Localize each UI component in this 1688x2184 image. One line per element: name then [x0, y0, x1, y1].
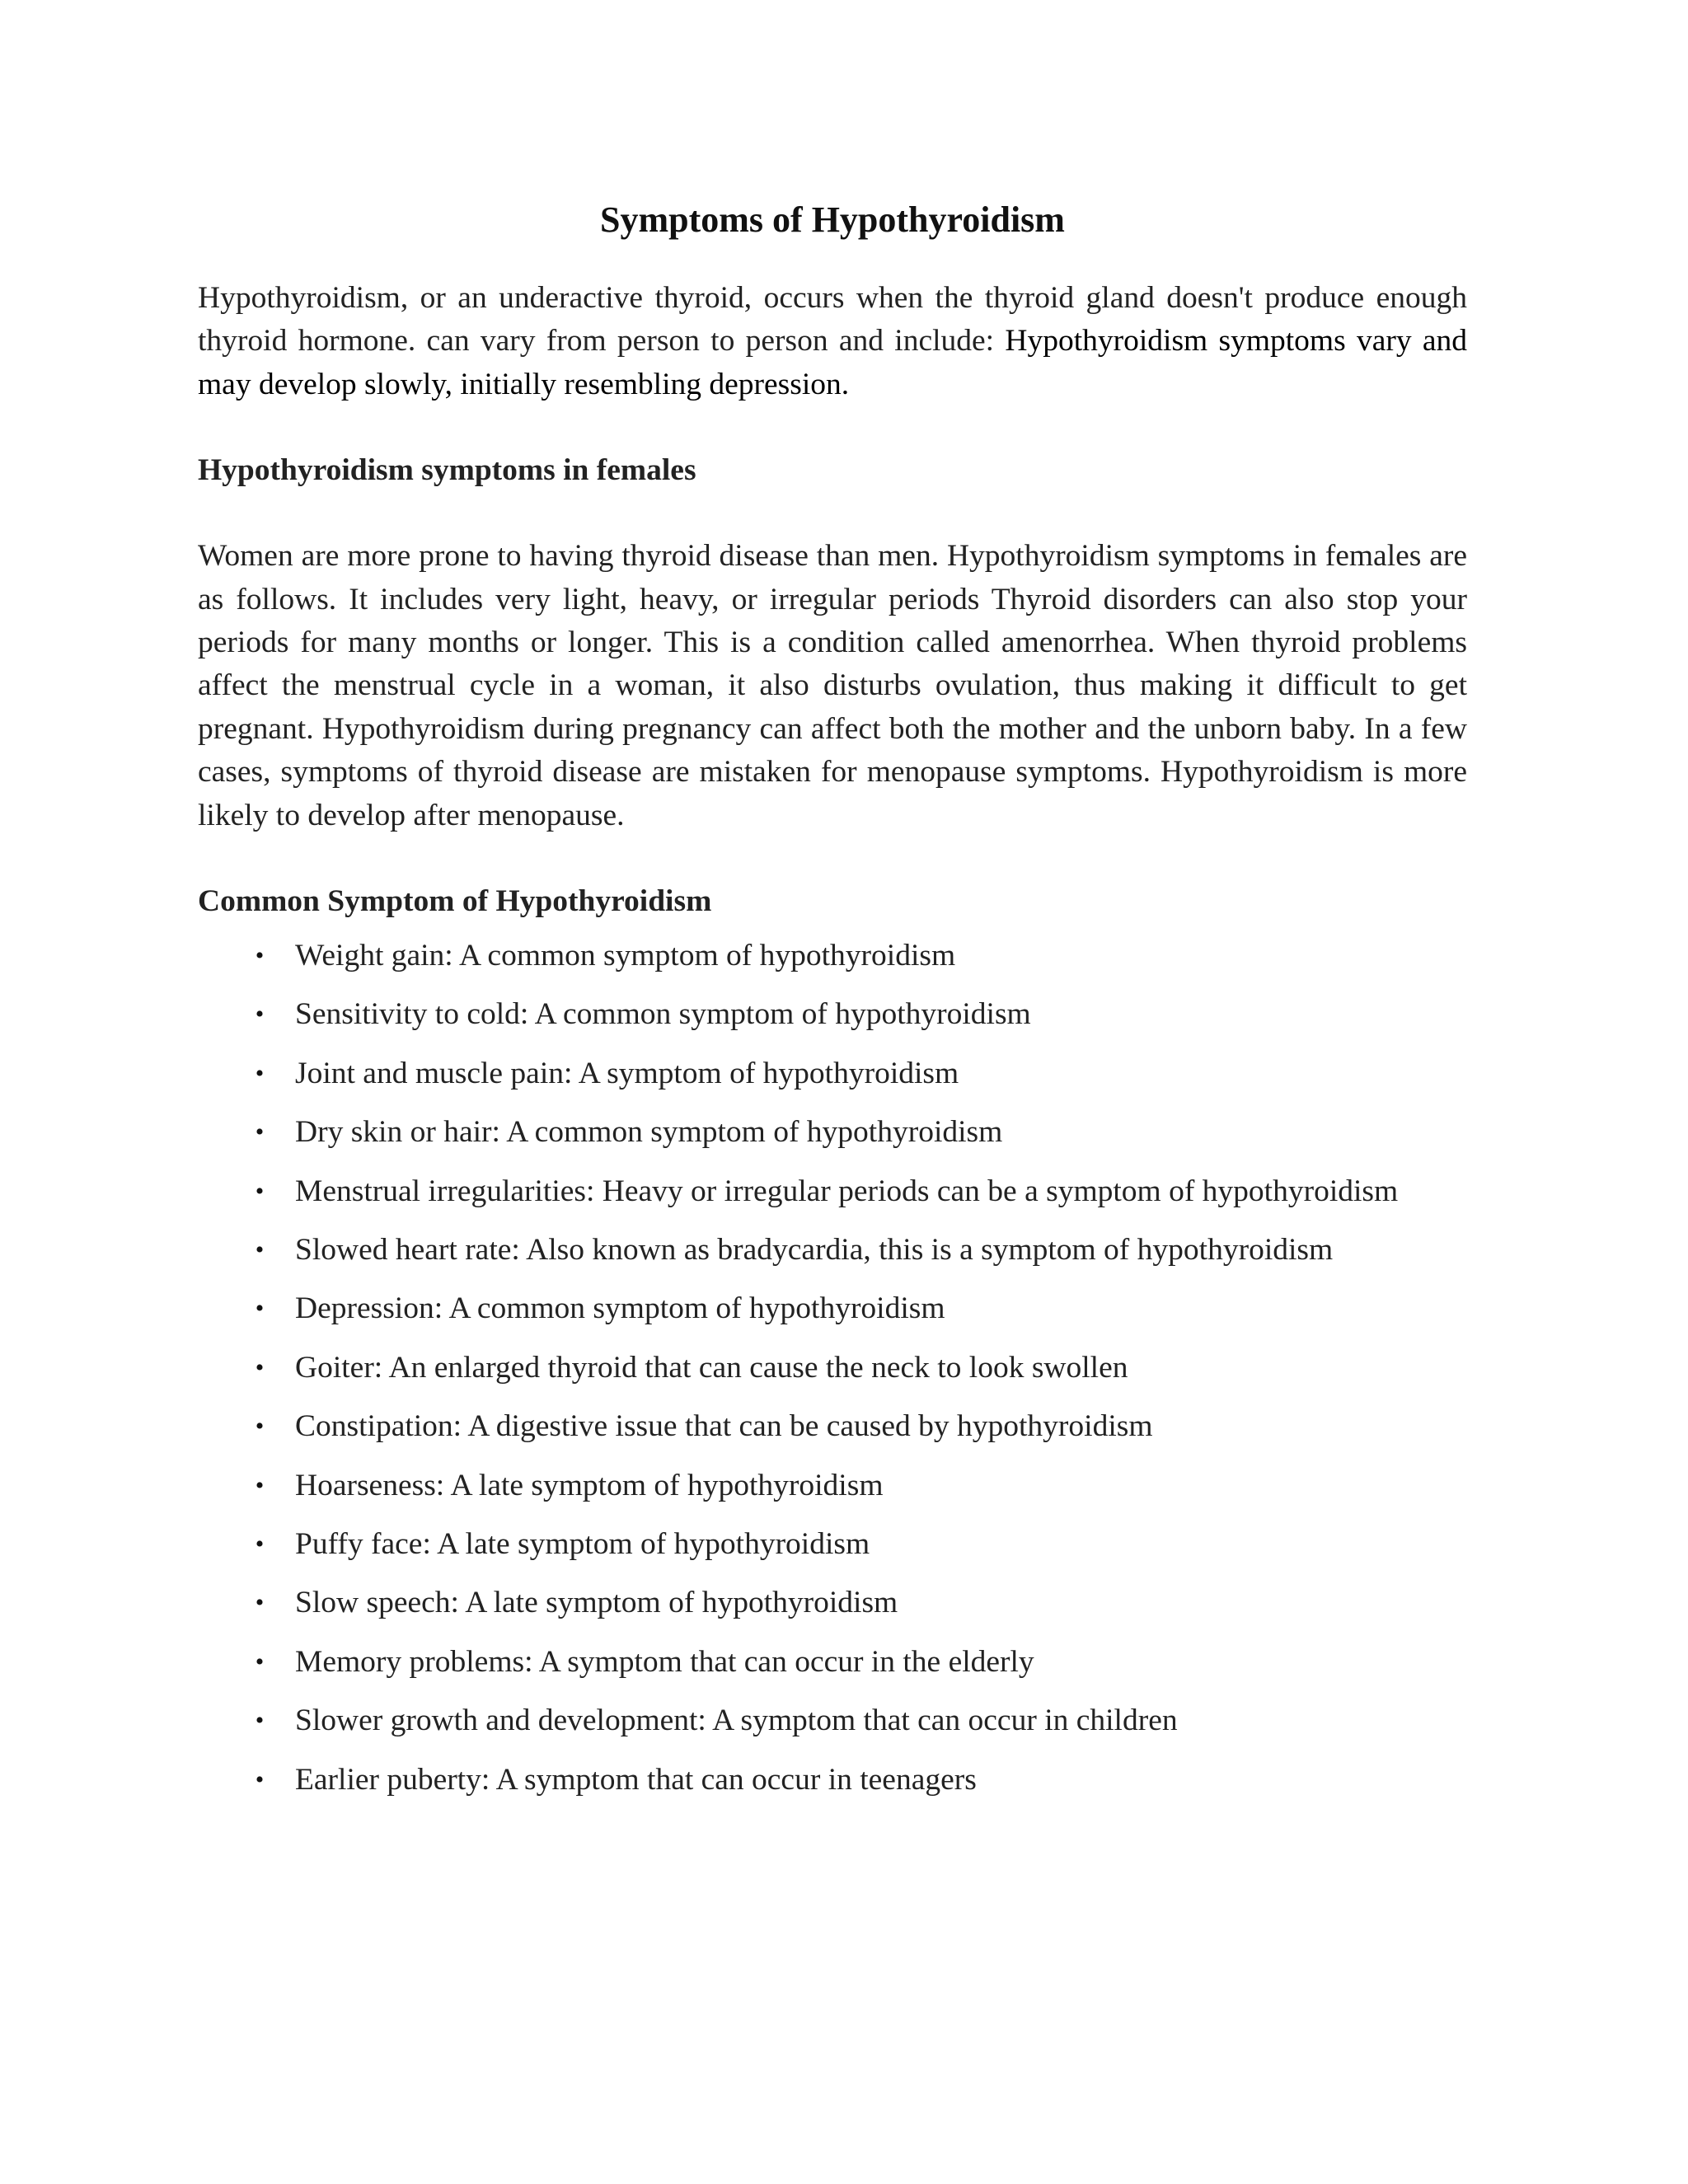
bullet-icon: • [255, 1471, 265, 1499]
list-item-text: Puffy face: A late symptom of hypothyroidism [295, 1526, 870, 1561]
list-item [198, 1699, 1467, 1742]
list-item-text: Slow speech: A late symptom of hypothyroidism [295, 1586, 898, 1620]
list-item-text: Slower growth and development: A symptom that can occur in children [295, 1704, 1178, 1738]
list-item [198, 1347, 1467, 1390]
list-item-text: Earlier puberty: A symptom that can occur in teenagers [295, 1762, 977, 1797]
females-section-heading: Hypothyroidism symptoms in females [198, 453, 696, 488]
list-item [198, 1287, 1467, 1330]
list-item [198, 1523, 1467, 1566]
bullet-icon: • [255, 1707, 265, 1735]
symptom-list [198, 935, 1467, 1801]
bullet-icon: • [255, 1413, 265, 1441]
bullet-icon: • [255, 1765, 265, 1793]
list-item-text: Dry skin or hair: A common symptom of hypothyroidism [295, 1115, 1003, 1150]
list-item [198, 1759, 1467, 1802]
document-title: Symptoms of Hypothyroidism [600, 199, 1065, 240]
list-item [198, 1170, 1467, 1213]
list-item-text: Goiter: An enlarged thyroid that can cause the neck to look swollen [295, 1350, 1128, 1385]
intro-text-part1: Hypothyroidism, or an underactive thyroid, occurs when the thyroid gland doesn't produce enough thyroid hormone. can vary from person to person and include: [198, 281, 1467, 359]
list-item-text: Slowed heart rate: Also known as bradycardia, this is a symptom of hypothyroidism [295, 1233, 1334, 1268]
list-item-text: Depression: A common symptom of hypothyroidism [295, 1291, 945, 1326]
list-item [198, 1229, 1467, 1272]
list-item [198, 1641, 1467, 1684]
bullet-icon: • [255, 1647, 265, 1675]
bullet-icon: • [255, 1295, 265, 1323]
bullet-icon: • [255, 942, 265, 970]
list-item-text: Memory problems: A symptom that can occur in the elderly [295, 1644, 1034, 1679]
females-section-paragraph: Women are more prone to having thyroid disease than men. Hypothyroidism symptoms in females are as follows. It includes very light, heavy, or irregular periods Thyroid disorders can also stop your periods for many months or longer. This is a condition called amenorrhea. When thyroid problems affect the menstrual cycle in a woman, it also disturbs ovulation, thus making it difficult to get pregnant. Hypothyroidism during pregnancy can affect both the mother and the unborn baby. In a few cases, symptoms of thyroid disease are mistaken for menopause symptoms. Hypothyroidism is more likely to develop after menopause. [198, 539, 1467, 832]
bullet-icon: • [255, 1177, 265, 1205]
list-item [198, 1465, 1467, 1507]
list-item-text: Joint and muscle pain: A symptom of hypothyroidism [295, 1056, 959, 1090]
list-item-text: Menstrual irregularities: Heavy or irregular periods can be a symptom of hypothyroidism [295, 1174, 1399, 1208]
list-item [198, 1111, 1467, 1154]
list-item [198, 935, 1467, 977]
common-symptoms-heading: Common Symptom of Hypothyroidism [198, 884, 712, 919]
bullet-icon: • [255, 1530, 265, 1558]
bullet-icon: • [255, 1589, 265, 1617]
list-item-text: Weight gain: A common symptom of hypothyroidism [295, 939, 956, 973]
bullet-icon: • [255, 1001, 265, 1029]
list-item-text: Hoarseness: A late symptom of hypothyroidism [295, 1468, 884, 1502]
bullet-icon: • [255, 1059, 265, 1087]
bullet-icon: • [255, 1236, 265, 1264]
bullet-icon: • [255, 1118, 265, 1146]
document-content [198, 194, 1467, 1817]
list-item-text: Sensitivity to cold: A common symptom of hypothyroidism [295, 997, 1031, 1032]
intro-text-part2: Hypothyroidism symptoms vary and may develop slowly, initially resembling depression. [198, 324, 1468, 401]
list-item [198, 1405, 1467, 1448]
list-item [198, 1052, 1467, 1095]
intro-paragraph [198, 277, 1467, 406]
list-item [198, 993, 1467, 1036]
bullet-icon: • [255, 1353, 265, 1381]
list-item-text: Constipation: A digestive issue that can be caused by hypothyroidism [295, 1409, 1153, 1444]
list-item [198, 1582, 1467, 1624]
